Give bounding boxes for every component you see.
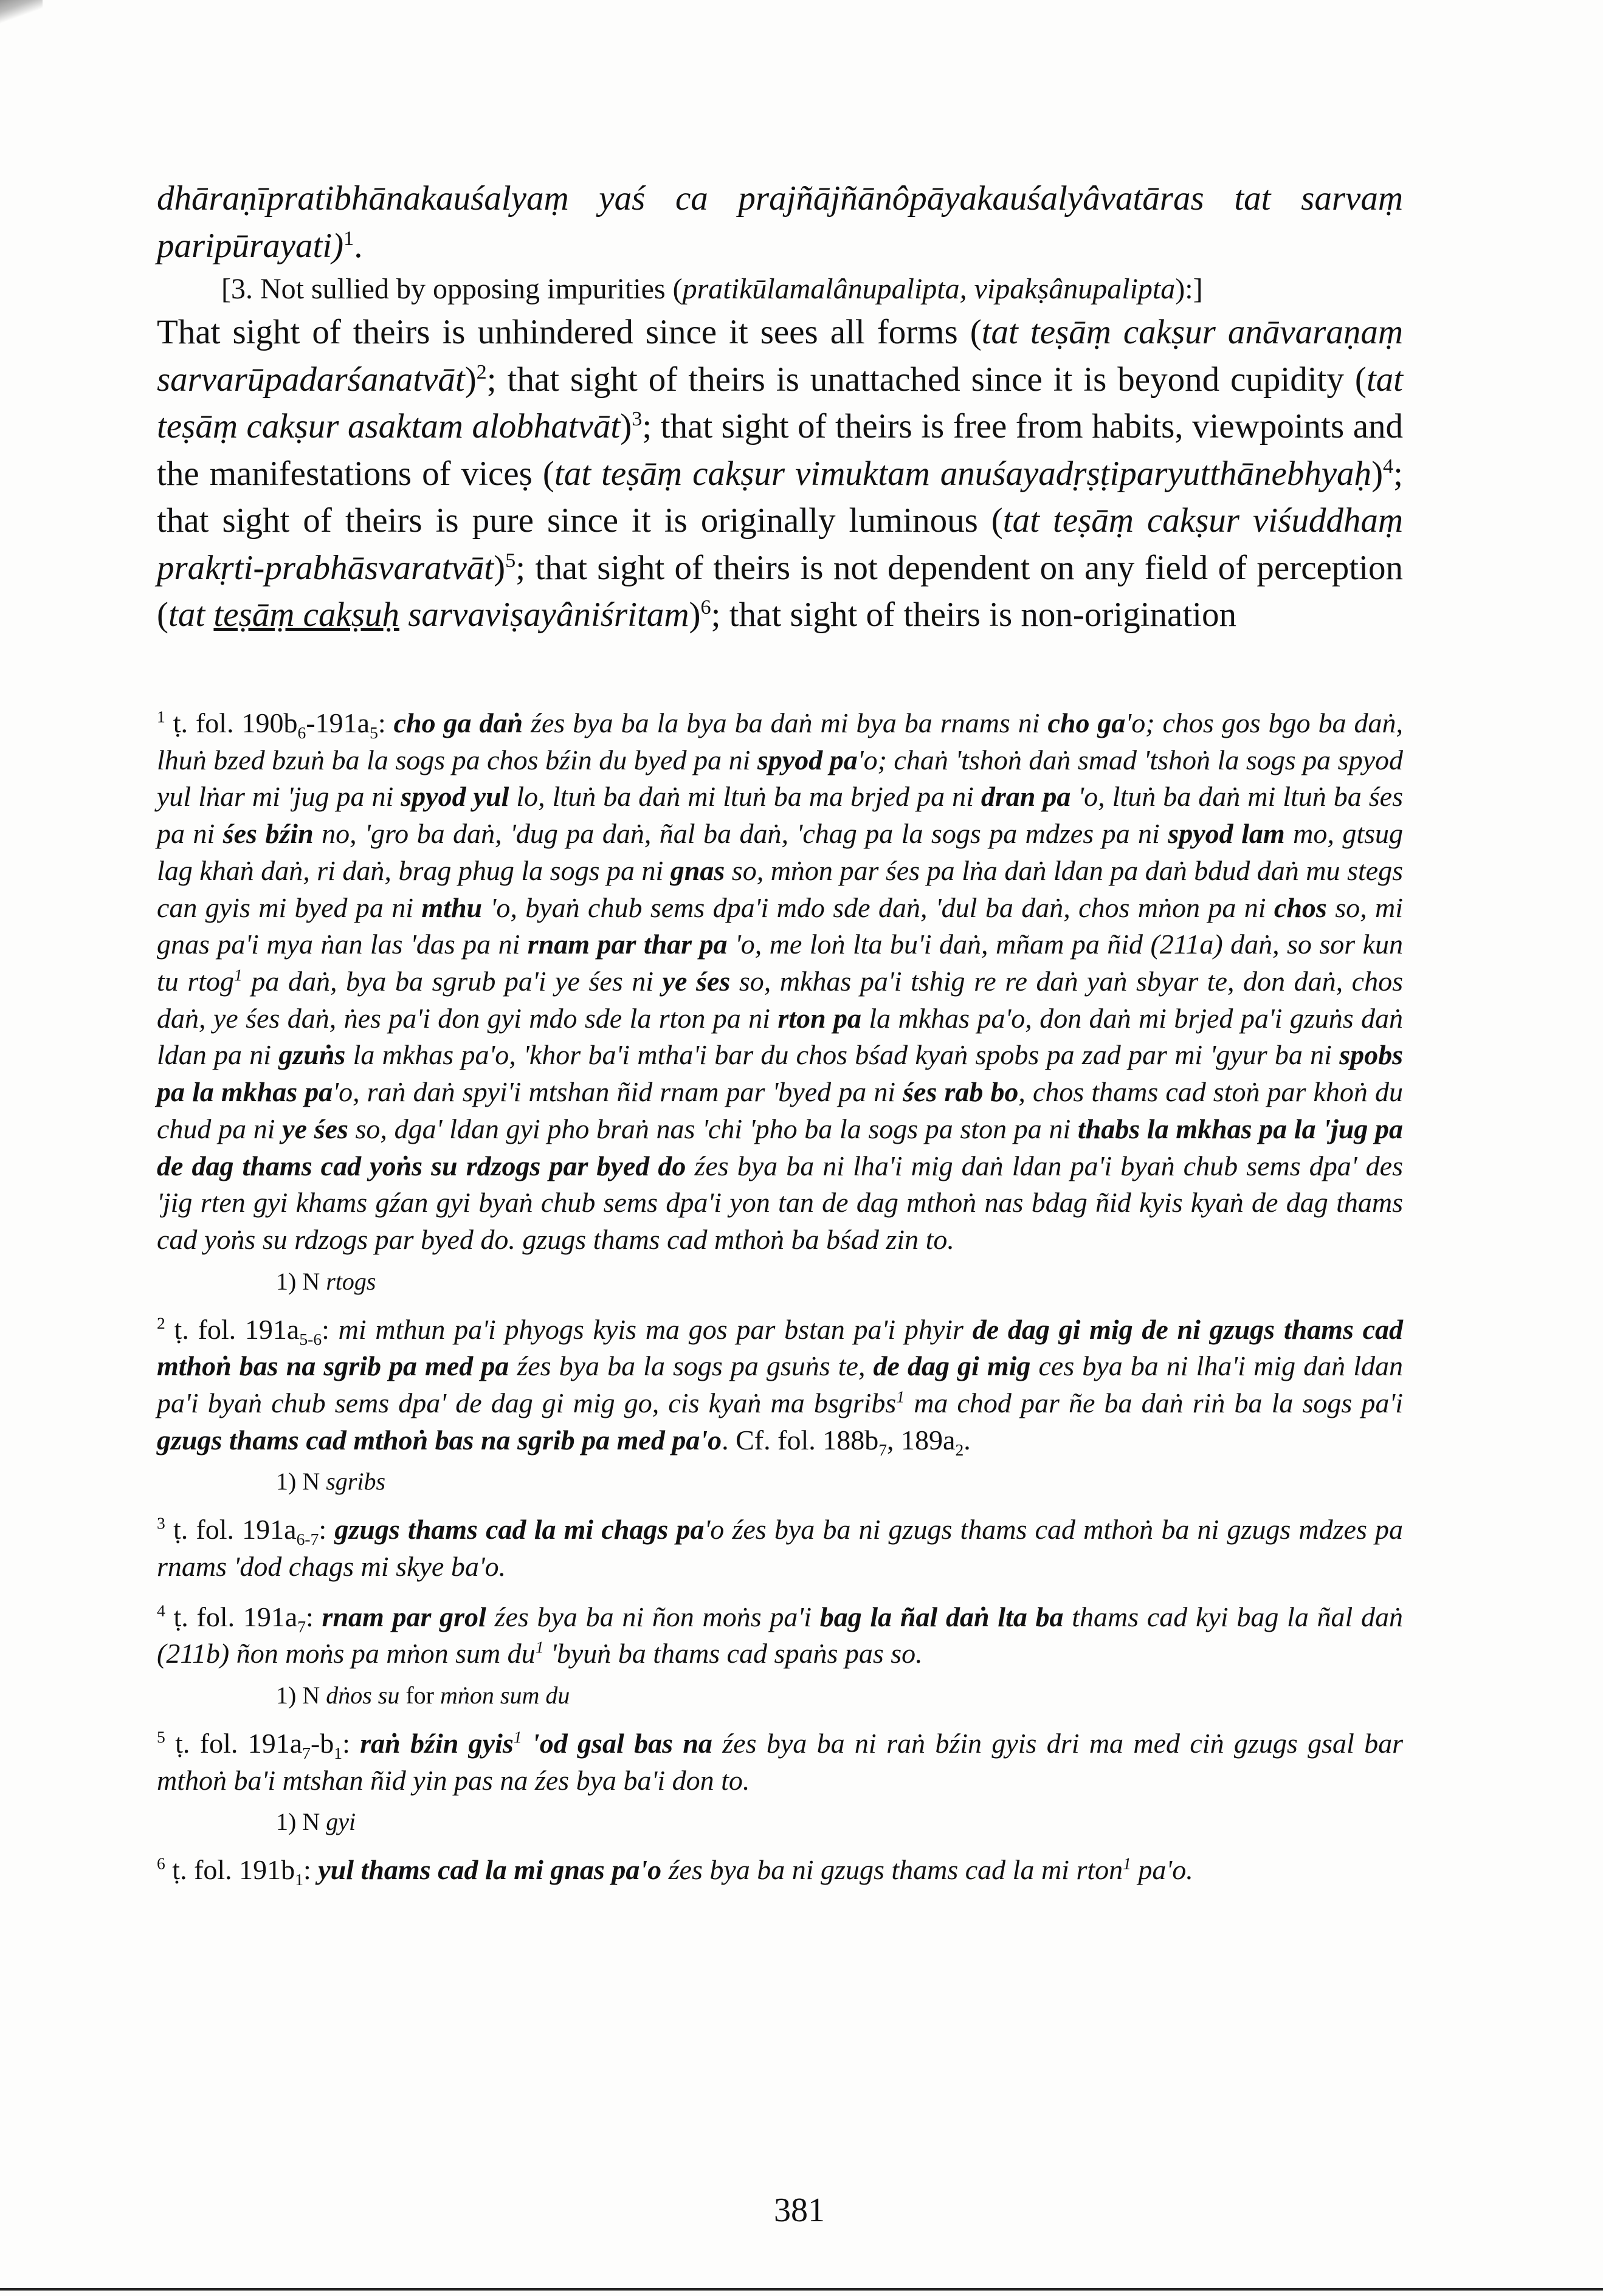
lemma: mthu (421, 892, 483, 923)
variant-label: 1) N (276, 1682, 326, 1710)
section-heading-text: [3. Not sullied by opposing impurities ( (221, 273, 683, 306)
sanskrit-text-underlined: teṣāṃ cakṣuḥ (213, 596, 399, 634)
lemma: chos (1274, 892, 1327, 923)
commentary: , chos thams cad stoṅ par khoṅ du chud pa ni (157, 1076, 1404, 1144)
variant-reading (157, 1466, 1403, 1498)
text: ; that sight of theirs is not dependent on any field of perception ( (157, 548, 1403, 634)
punctuation: . (964, 1424, 971, 1456)
lemma: rnam par grol (322, 1601, 486, 1632)
lemma: śes bźin (222, 818, 314, 850)
footnote-number: 2 (157, 1313, 165, 1333)
commentary: 'o, raṅ daṅ spyi'i mtshan ñid rnam par 'byed pa ni (333, 1076, 903, 1108)
commentary: la mkhas pa'o, don daṅ mi brjed pa'i gzuṅs daṅ ldan pa ni (157, 1002, 1404, 1071)
commentary: źes bya ba ni gzugs thams cad la mi rton (661, 1854, 1123, 1886)
text: ; that sight of theirs is non-origination (711, 596, 1237, 634)
punctuation: : (306, 1601, 322, 1632)
scan-corner-mark (0, 0, 43, 24)
sanskrit-text: dhāraṇīpratibhānakauśalyaṃ yaś ca prajñājñānôpāyakauśalyâvatāras tat sarvaṃ paripūrayati) (157, 179, 1403, 265)
lemma: gzugs thams cad mthoṅ bas na sgrib pa med pa'o (157, 1424, 722, 1456)
folio-ref: ṭ. fol. 191a (173, 1514, 297, 1545)
folio-ref: ṭ. fol. 191a (175, 1727, 303, 1759)
sanskrit-text: tat teṣāṃ cakṣur viśuddhaṃ prakṛti-prabhāsvaratvāt (157, 501, 1403, 587)
commentary: źes bya ba ni ñon moṅs pa'i (486, 1601, 820, 1632)
page-number: 381 (774, 2191, 825, 2229)
sanskrit-text: tat teṣāṃ cakṣur asaktam alobhatvāt (157, 360, 1403, 446)
footnotes (157, 705, 1403, 1896)
footnote-3 (157, 1511, 1403, 1585)
folio-line: 5-6 (299, 1329, 322, 1349)
cross-ref: . Cf. fol. 188b (722, 1424, 879, 1456)
lemma: spyod pa (757, 744, 858, 775)
commentary: 'byuṅ ba thams cad spaṅs pas so. (543, 1638, 923, 1669)
commentary: 'o, me loṅ lta bu'i daṅ, mñam pa ñid (211a) daṅ, so sor kun tu rtog (157, 929, 1404, 997)
footnote-ref: 4 (1383, 455, 1394, 478)
commentary: źes bya ba ni lha'i mig daṅ ldan pa'i byaṅ chub sems dpa' des 'jig rten gyi khams gźan gyi byaṅ chub sems dpa'i yon tan de dag mthoṅ nas bdag ñid kyis kyaṅ de dag thams cad yoṅs su rdzogs par byed do. gzugs thams cad mthoṅ ba bśad zin to. (157, 1150, 1403, 1256)
commentary: pa'o. (1131, 1854, 1193, 1886)
commentary: 'o, byaṅ chub sems dpa'i mdo sde daṅ, 'dul ba daṅ, chos mṅon pa ni (482, 892, 1274, 923)
text: That sight of theirs is unhindered since it sees all forms ( (157, 313, 982, 352)
folio-line: 7 (302, 1744, 311, 1763)
lemma: bag la ñal daṅ lta ba (819, 1601, 1064, 1632)
lemma: ye śes (282, 1113, 348, 1144)
footnote-ref: 2 (476, 360, 487, 383)
scan-bottom-edge (0, 2288, 1603, 2291)
commentary: pa daṅ, bya ba sgrub pa'i ye śes ni (242, 966, 663, 997)
footnote-6 (157, 1852, 1403, 1889)
folio-ref: ṭ. fol. 191b (172, 1854, 295, 1886)
main-text (157, 175, 1403, 639)
folio-line: 6-7 (296, 1530, 319, 1549)
variant-text: gyi (326, 1808, 356, 1836)
commentary: mi mthun pa'i phyogs kyis ma gos par bstan pa'i phyir (338, 1313, 973, 1345)
punctuation: : (377, 707, 394, 738)
folio-ref: -191a (306, 707, 370, 738)
variant-label: 1) N (276, 1267, 326, 1295)
lemma: de dag gi mig de ni gzugs thams cad mthoṅ bas na sgrib pa med pa (157, 1313, 1404, 1382)
lemma: cho ga (1047, 707, 1126, 738)
variant-reading (157, 1806, 1403, 1838)
lemma: cho ga daṅ (393, 707, 523, 738)
commentary: 'o, ltuṅ ba daṅ mi ltuṅ ba śes pa ni (157, 781, 1404, 850)
punctuation: : (319, 1514, 335, 1545)
footnote-number: 5 (157, 1727, 165, 1747)
footnote-ref: 5 (505, 549, 516, 572)
variant-connector: for (399, 1682, 440, 1710)
commentary: so, mṅon par śes pa lṅa daṅ ldan pa daṅ bdud daṅ mu stegs can gyis mi byed pa ni (157, 854, 1403, 923)
lemma: spobs pa la mkhas pa (157, 1039, 1403, 1108)
folio-ref: ṭ. fol. 191a (174, 1313, 300, 1345)
text: ; that sight of theirs is unattached since it is beyond cupidity ( (486, 360, 1367, 399)
text: ; that sight of theirs is free from habits, viewpoints and the manifestations of viceṣ ( (157, 407, 1403, 493)
folio-ref: ṭ. fol. 190b (173, 707, 298, 738)
sanskrit-text: tat teṣāṃ cakṣur vimuktam anuśayadṛṣṭiparyutthānebhyaḥ (554, 454, 1372, 493)
folio-line: 1 (334, 1744, 343, 1763)
commentary: so, mi gnas pa'i mya ṅan las 'das pa ni (157, 892, 1403, 960)
lemma: gzuṅs (278, 1039, 346, 1071)
footnote-2 (157, 1311, 1403, 1459)
commentary: lo, ltuṅ ba daṅ mi ltuṅ ba ma brjed pa ni (509, 781, 981, 813)
commentary: so, dga' ldan gyi pho braṅ nas 'chi 'pho ba la sogs pa ston pa ni (348, 1113, 1078, 1144)
commentary: ces bya ba ni lha'i mig daṅ ldan pa'i byaṅ chub sems dpa' de dag gi mig go, cis kyaṅ ma bsgribs (157, 1350, 1403, 1419)
folio-ref: -b (310, 1727, 334, 1759)
lemma: ye śes (662, 966, 731, 997)
variant-reading (157, 1680, 1403, 1712)
commentary: źes bya ba la sogs pa gsuṅs te, (509, 1350, 874, 1382)
commentary: źes bya ba ni raṅ bźin gyis dri ma med ciṅ gzugs gsal bar mthoṅ ba'i mtshan ñid yin pas na źes bya ba'i don to. (157, 1727, 1404, 1796)
lemma: śes rab bo (903, 1076, 1019, 1108)
footnote-ref: 6 (700, 596, 711, 619)
footnote-1 (157, 705, 1403, 1259)
variant-ref: 1 (535, 1638, 544, 1657)
variant-label: 1) N (276, 1808, 326, 1836)
folio-ref: ṭ. fol. 191a (173, 1601, 298, 1632)
folio-line: 6 (297, 723, 306, 743)
lemma: dran pa (981, 781, 1071, 813)
variant-text: mṅon sum du (440, 1682, 570, 1710)
commentary: so, mkhas pa'i tshig re re daṅ yaṅ sbyar te, don daṅ, chos daṅ, ye śes daṅ, ṅes pa'i don gyi mdo sde la rton pa ni (157, 966, 1403, 1034)
variant-text: sgribs (326, 1468, 386, 1496)
folio-line: 7 (297, 1617, 306, 1636)
footnote-5 (157, 1725, 1403, 1799)
commentary: źes bya ba la bya ba daṅ mi bya ba rnams ni (523, 707, 1048, 738)
lemma: thabs la mkhas pa la 'jug pa de dag thams cad yoṅs su rdzogs par byed do (157, 1113, 1404, 1181)
footnote-ref: 1 (343, 227, 354, 250)
variant-text: dṅos su (326, 1682, 400, 1710)
lemma: de dag gi mig (873, 1350, 1031, 1382)
commentary: thams cad kyi bag la ñal daṅ (211b) ñon moṅs pa mṅon sum du (157, 1601, 1404, 1669)
text: ; that sight of theirs is pure since it is originally luminous ( (157, 454, 1403, 540)
section-heading (157, 269, 1403, 309)
cross-ref: , 189a (887, 1424, 956, 1456)
commentary: ma chod par ñe ba daṅ riṅ ba la sogs pa'i (905, 1387, 1403, 1419)
sanskrit-text: sarvaviṣayâniśritam (399, 596, 689, 634)
lemma: raṅ bźin gyis (360, 1727, 514, 1759)
sanskrit-text: tat teṣāṃ cakṣur anāvaraṇaṃ sarvarūpadarśanatvāt (157, 313, 1403, 399)
commentary: 'o; chos gos bgo ba daṅ, lhuṅ bzed bzuṅ ba la sogs pa chos bźin du byed pa ni (157, 707, 1404, 775)
footnote-4 (157, 1599, 1403, 1672)
lemma: rnam par thar pa (527, 929, 728, 960)
commentary: no, 'gro ba daṅ, 'dug pa daṅ, ñal ba daṅ, 'chag pa la sogs pa mdzes pa ni (313, 818, 1168, 850)
folio-line: 1 (295, 1870, 303, 1889)
punctuation: : (303, 1854, 319, 1886)
commentary: 'o; chaṅ 'tshoṅ daṅ smad 'tshoṅ la sogs pa spyod yul lṅar mi 'jug pa ni (157, 744, 1403, 813)
commentary: la mkhas pa'o, 'khor ba'i mtha'i bar du chos bśad kyaṅ spobs pa zad par mi 'gyur ba ni (345, 1039, 1340, 1071)
main-paragraph: That sight of theirs is unhindered since it sees all forms (tat teṣāṃ cakṣur anāvaraṇaṃ sarvarūpadarśanatvāt)$^2$; that sight of theirs is unattached since it is beyond cupidity (tat teṣāṃ cakṣur asaktam alobhatvāt)$^3$; that sight of theirs is free from habits, viewpoints and the manifestations of viceṣ (tat teṣāṃ cakṣur vimuktam anuśayadṛṣṭiparyutthānebhyaḥ)$^4$; that sight of theirs is pure since it is originally luminous (tat teṣāṃ cakṣur viśuddhaṃ prakṛti-prabhāsvaratvāt)$^5$; that sight of theirs is not dependent on any field of perception (tat teṣāṃ cakṣuḥ sarvaviṣayâniśritam)$^6$; that sight of theirs is non-origination (157, 313, 1403, 634)
lemma: spyod yul (401, 781, 509, 813)
variant-text: rtogs (326, 1267, 376, 1295)
section-heading-end: ):] (1175, 273, 1203, 306)
footnote-number: 1 (157, 707, 165, 726)
sanskrit-text: tat (168, 596, 214, 634)
paragraph-continuation (157, 175, 1403, 269)
footnote-number: 6 (157, 1854, 165, 1873)
variant-ref: 1 (896, 1387, 905, 1406)
lemma: gnas (670, 854, 725, 886)
section-heading-sanskrit: pratikūlamalânupalipta, vipakṣânupalipta (682, 273, 1176, 306)
lemma: 'od gsal bas na (522, 1727, 712, 1759)
variant-ref: 1 (1123, 1854, 1131, 1873)
folio-line: 2 (955, 1440, 964, 1459)
footnote-number: 4 (157, 1601, 165, 1620)
lemma: spyod lam (1168, 818, 1285, 850)
lemma: yul thams cad la mi gnas pa'o (318, 1854, 662, 1886)
commentary: 'o źes bya ba ni gzugs thams cad mthoṅ ba ni gzugs mdzes pa rnams 'dod chags mi skye ba'o. (157, 1514, 1404, 1582)
variant-ref: 1 (234, 965, 243, 985)
variant-label: 1) N (276, 1468, 326, 1496)
commentary: mo, gtsug lag khaṅ daṅ, ri daṅ, brag phug la sogs pa ni (157, 818, 1403, 886)
folio-line: 7 (878, 1440, 888, 1459)
variant-ref: 1 (513, 1727, 522, 1747)
lemma: gzugs thams cad la mi chags pa (334, 1514, 705, 1545)
footnote-ref: 3 (632, 408, 643, 431)
variant-reading (157, 1266, 1403, 1298)
footnote-number: 3 (157, 1513, 165, 1533)
punctuation: : (322, 1313, 339, 1345)
punctuation: . (354, 226, 363, 265)
folio-line: 5 (370, 723, 378, 743)
lemma: rton pa (777, 1002, 861, 1034)
punctuation: : (342, 1727, 360, 1759)
